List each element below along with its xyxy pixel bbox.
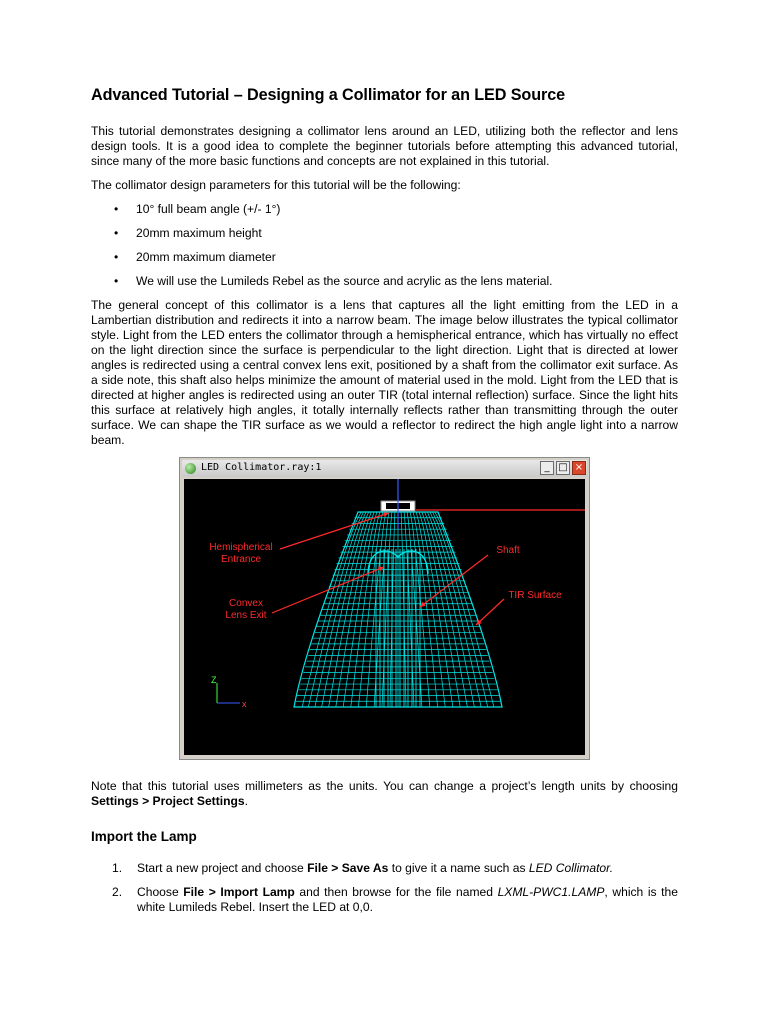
params-lead: The collimator design parameters for this tutorial will be the following:	[91, 178, 461, 192]
arrow-hemispherical-entrance	[280, 513, 389, 549]
label-hemispherical-entrance: Hemispherical Entrance	[209, 542, 273, 565]
bullet: •	[114, 250, 119, 264]
list-item: 2. Choose File > Import Lamp and then browse for the file named LXML-PWC1.LAMP, which is the white Lumileds Rebel. Insert the LED at 0,0.	[112, 885, 678, 914]
window-titlebar[interactable]	[182, 460, 587, 477]
arrow-tir-surface	[476, 599, 504, 625]
bullet: •	[114, 202, 119, 216]
maximize-button[interactable]: □	[556, 461, 570, 475]
page-title: Advanced Tutorial – Designing a Collimator for an LED Source	[91, 86, 566, 104]
list-item: • We will use the Lumileds Rebel as the source and acrylic as the lens material.	[114, 274, 553, 288]
axis-x-label: x	[242, 699, 247, 709]
section-title: Import the Lamp	[91, 829, 197, 844]
bullet: •	[114, 274, 119, 288]
mesh-group	[294, 512, 502, 707]
app-icon	[185, 463, 196, 474]
window-title: LED Collimator.ray:1	[201, 462, 322, 473]
label-tir-surface: TIR Surface	[508, 590, 562, 601]
close-button[interactable]: ×	[572, 461, 586, 475]
params-list	[91, 202, 678, 289]
list-item: • 20mm maximum height	[114, 226, 262, 240]
render-viewport[interactable]	[184, 479, 585, 755]
label-convex-lens-exit: Convex Lens Exit	[225, 598, 267, 621]
minimize-button[interactable]: _	[540, 461, 554, 475]
steps-list	[91, 861, 678, 915]
concept-paragraph: The general concept of this collimator is a lens that captures all the light emitting from the LED in a Lambertian distribution and redirects it into a narrow beam. The image below illustrates the typical collimator style. Light from the LED enters the collimator through a hemispherical entrance, which has virtually no effect on the light direction since the surface is perpendicular to the light direction. Light that is directed at lower angles is redirected using a central convex lens exit, positioned by a shaft from the collimator exit surface. As a side note, this shaft also helps minimize the amount of material used in the mold. Light from the LED that is directed at higher angles is redirected using an outer TIR (total internal reflection) surface. Since the light hits this surface at relatively high angles, it totally internally reflects rather than transmitting through the outer surface. We can shape the TIR surface as we would a reflector to redirect the high angle light into a narrow beam.	[91, 298, 678, 447]
collimator-figure	[179, 457, 590, 760]
list-item: • 20mm maximum diameter	[114, 250, 276, 264]
arrow-convex-lens-exit	[272, 567, 384, 613]
ray-window	[179, 457, 590, 760]
label-shaft: Shaft	[496, 545, 520, 556]
intro-paragraph: This tutorial demonstrates designing a collimator lens around an LED, utilizing both the reflector and lens design tools. It is a good idea to complete the beginner tutorials before attempting this advanced tutorial, since many of the more basic functions and concepts are not explained in this tutorial.	[91, 124, 678, 168]
list-item: 1. Start a new project and choose File > Save As to give it a name such as LED Collimator.	[112, 861, 614, 875]
list-item: • 10° full beam angle (+/- 1°)	[114, 202, 281, 216]
bullet: •	[114, 226, 119, 240]
axis-z-label: Z	[211, 675, 217, 685]
document-page	[91, 86, 678, 924]
units-note: Note that this tutorial uses millimeters as the units. You can change a project’s length units by choosing Settings > Project Settings.	[91, 779, 678, 808]
